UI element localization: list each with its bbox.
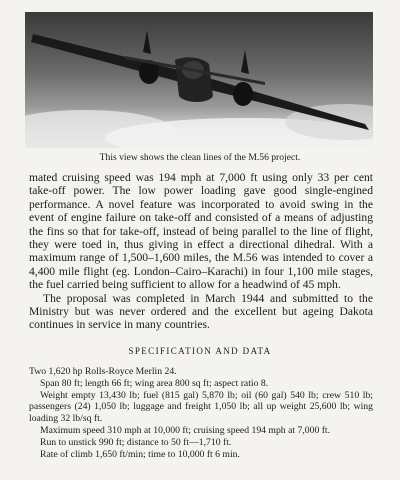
spec-speed: Maximum speed 310 mph at 10,000 ft; cruising speed 194 mph at 7,000 ft.	[40, 424, 331, 436]
aircraft-photo-icon	[25, 12, 373, 148]
spec-takeoff: Run to unstick 990 ft; distance to 50 ft—1,710 ft.	[40, 436, 232, 448]
body-text	[29, 171, 373, 332]
spec-heading: SPECIFICATION AND DATA	[128, 346, 272, 356]
spec-engines: Two 1,620 hp Rolls-Royce Merlin 24.	[29, 366, 177, 377]
paragraph-1: mated cruising speed was 194 mph at 7,000 ft using only 33 per cent take-off power. The low power loading gave good single-engined performance. A novel feature was incorporated to avoid swing in the event of engine failure on take-off and consisted of a means of adjusting the fins so that for take-off, instead of being parallel to the line of flight, they were toed in, thus giving in effect a directional dihedral. With a maximum range of 1,500–1,600 miles, the M.56 was intended to cover a 4,400 mile flight (eg. London–Cairo–Karachi) in four 1,100 mile stages, the fuel carried being sufficient to allow for a headwind of 45 mph.	[29, 171, 373, 292]
aircraft-photo	[25, 12, 373, 148]
paragraph-2: The proposal was completed in March 1944 and submitted to the Ministry but was never ordered and the excellent but ageing Dakota continues in service in many countries.	[29, 291, 373, 332]
spec-weights: Weight empty 13,430 lb; fuel (815 gal) 5,870 lb; oil (60 gal) 540 lb; crew 510 lb; passengers (24) 1,050 lb; luggage and freight 1,050 lb; all up weight 25,600 lb; wing loading 32 lb/sq ft.	[29, 389, 373, 425]
spec-climb: Rate of climb 1,650 ft/min; time to 10,000 ft 6 min.	[40, 448, 240, 460]
spec-list	[29, 366, 373, 460]
photo-caption: This view shows the clean lines of the M.56 project.	[99, 152, 301, 163]
spec-dimensions: Span 80 ft; length 66 ft; wing area 800 sq ft; aspect ratio 8.	[40, 377, 269, 389]
